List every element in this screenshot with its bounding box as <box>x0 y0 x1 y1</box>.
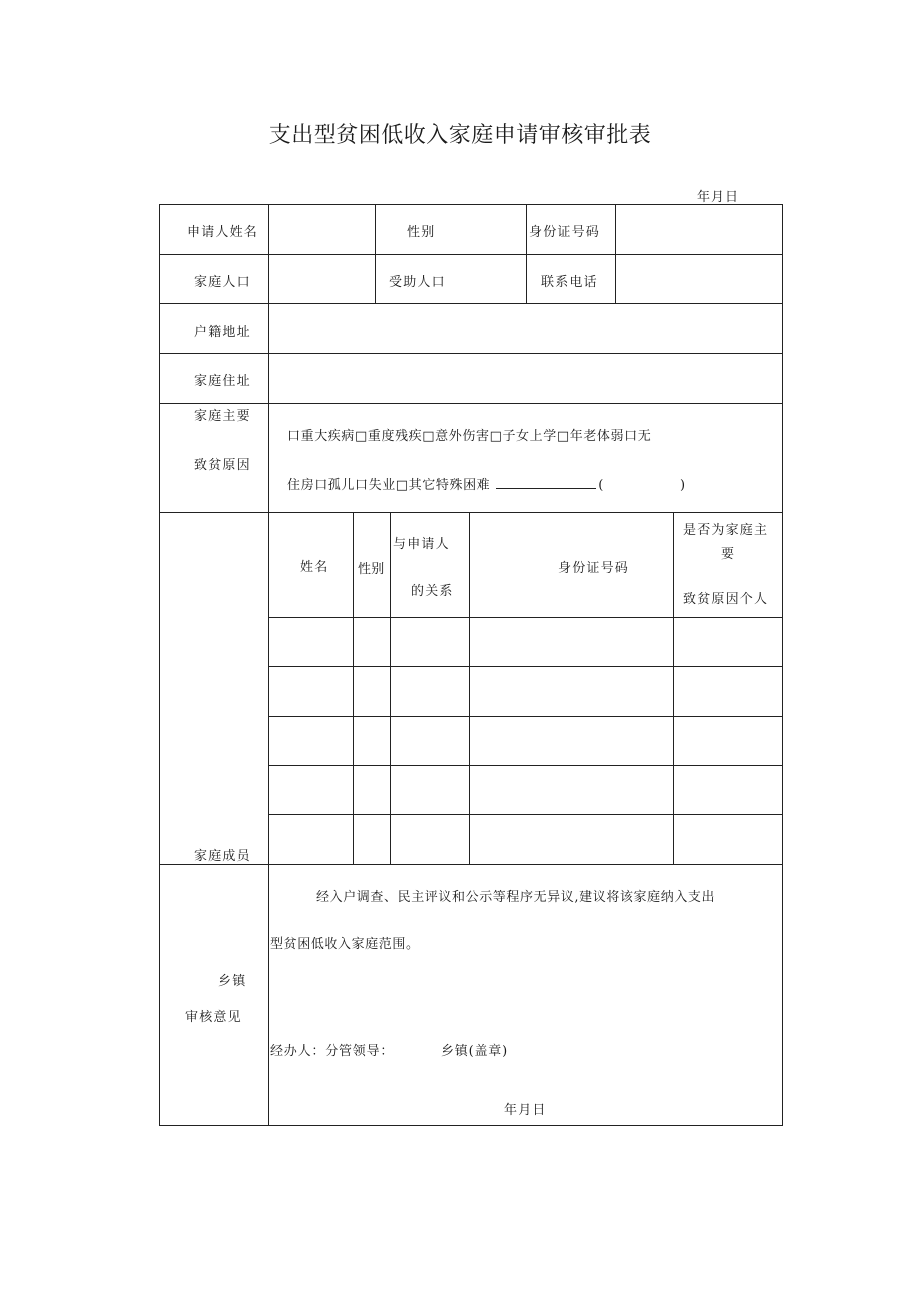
rule-members-end <box>159 864 783 865</box>
family-population-label: 家庭人口 <box>194 275 251 290</box>
poverty-reason-options-line2-text[interactable]: 住房口孤儿口失业□其它特殊困难 <box>287 478 491 493</box>
rule-row4 <box>159 403 783 404</box>
member-row-5-relation[interactable] <box>392 816 468 863</box>
member-row-1-gender[interactable] <box>355 619 389 665</box>
member-row-5-name[interactable] <box>270 816 352 863</box>
aided-population-field[interactable] <box>460 256 525 302</box>
member-row-4-id[interactable] <box>471 767 672 813</box>
member-row-5-main[interactable] <box>675 816 781 863</box>
poverty-reason-label-line1: 家庭主要 <box>194 409 251 424</box>
rule-member-2 <box>268 716 783 717</box>
rule-member-col1 <box>353 512 354 864</box>
member-row-1-main[interactable] <box>675 619 781 665</box>
member-row-1-name[interactable] <box>270 619 352 665</box>
rule-member-col3 <box>469 512 470 864</box>
member-row-2-id[interactable] <box>471 668 672 715</box>
form-date: 年月日 <box>697 190 740 205</box>
member-row-4-relation[interactable] <box>392 767 468 813</box>
phone-label: 联系电话 <box>541 275 598 290</box>
member-row-2-gender[interactable] <box>355 668 389 715</box>
residence-address-field[interactable] <box>270 355 781 402</box>
paren-close: ) <box>679 478 686 493</box>
township-opinion-line1: 经入户调查、民主评议和公示等程序无异议,建议将该家庭纳入支出 <box>316 890 716 905</box>
member-col-main-line2: 要 <box>721 547 736 562</box>
hukou-address-label: 户籍地址 <box>194 325 251 340</box>
member-col-main-line1: 是否为家庭主 <box>683 523 769 538</box>
form-title: 支出型贫困低收入家庭申请审核审批表 <box>268 123 652 148</box>
member-col-main-line3: 致贫原因个人 <box>683 592 769 607</box>
review-opinion-label: 审核意见 <box>185 1010 242 1025</box>
other-difficulty-blank[interactable] <box>496 476 596 489</box>
gender-field[interactable] <box>462 206 525 253</box>
applicant-name-label: 申请人姓名 <box>187 225 259 240</box>
member-row-4-main[interactable] <box>675 767 781 813</box>
rule-col-a <box>375 204 376 304</box>
member-col-gender: 性别 <box>358 562 385 577</box>
id-number-label: 身份证号码 <box>529 225 601 240</box>
rule-col-c <box>615 204 616 304</box>
member-col-relation-line2: 的关系 <box>411 584 454 599</box>
member-row-2-main[interactable] <box>675 668 781 715</box>
rule-label-column <box>268 204 269 1126</box>
township-opinion-line2: 型贫困低收入家庭范围。 <box>270 937 420 952</box>
phone-field[interactable] <box>617 256 781 302</box>
id-number-field[interactable] <box>617 206 781 253</box>
rule-row2 <box>159 303 783 304</box>
paren-open: ( <box>598 478 604 493</box>
member-row-3-id[interactable] <box>471 718 672 764</box>
member-row-5-gender[interactable] <box>355 816 389 863</box>
rule-member-1 <box>268 666 783 667</box>
member-row-3-name[interactable] <box>270 718 352 764</box>
member-row-3-relation[interactable] <box>392 718 468 764</box>
member-row-3-main[interactable] <box>675 718 781 764</box>
aided-population-label: 受助人口 <box>389 275 446 290</box>
member-row-5-id[interactable] <box>471 816 672 863</box>
residence-address-label: 家庭住址 <box>194 374 251 389</box>
rule-row3 <box>159 353 783 354</box>
rule-member-4 <box>268 814 783 815</box>
rule-row1 <box>159 254 783 255</box>
rule-row5 <box>159 512 783 513</box>
township-date: 年月日 <box>504 1103 547 1118</box>
township-stamp: 乡镇(盖章) <box>441 1044 508 1059</box>
family-population-field[interactable] <box>270 256 374 302</box>
poverty-reason-label-line2: 致贫原因 <box>194 458 251 473</box>
rule-member-3 <box>268 765 783 766</box>
member-col-relation-line1: 与申请人 <box>393 537 450 552</box>
family-members-label: 家庭成员 <box>194 849 251 864</box>
member-row-3-gender[interactable] <box>355 718 389 764</box>
member-row-4-gender[interactable] <box>355 767 389 813</box>
signers-line: 经办人：分管领导： <box>270 1044 395 1059</box>
applicant-name-field[interactable] <box>270 206 374 253</box>
member-col-id: 身份证号码 <box>558 561 630 576</box>
rule-member-col4 <box>673 512 674 864</box>
member-row-2-relation[interactable] <box>392 668 468 715</box>
rule-col-b <box>526 204 527 304</box>
member-row-1-relation[interactable] <box>392 619 468 665</box>
hukou-address-field[interactable] <box>270 305 781 352</box>
member-row-2-name[interactable] <box>270 668 352 715</box>
township-label: 乡镇 <box>218 974 247 989</box>
rule-member-header <box>268 617 783 618</box>
rule-member-col2 <box>390 512 391 864</box>
member-row-1-id[interactable] <box>471 619 672 665</box>
member-row-4-name[interactable] <box>270 767 352 813</box>
gender-label: 性别 <box>407 225 436 240</box>
member-col-name: 姓名 <box>300 560 329 575</box>
poverty-reason-options-line2 <box>287 474 686 493</box>
poverty-reason-options-line1[interactable]: 口重大疾病□重度残疾□意外伤害□子女上学□年老体弱口无 <box>287 429 652 444</box>
